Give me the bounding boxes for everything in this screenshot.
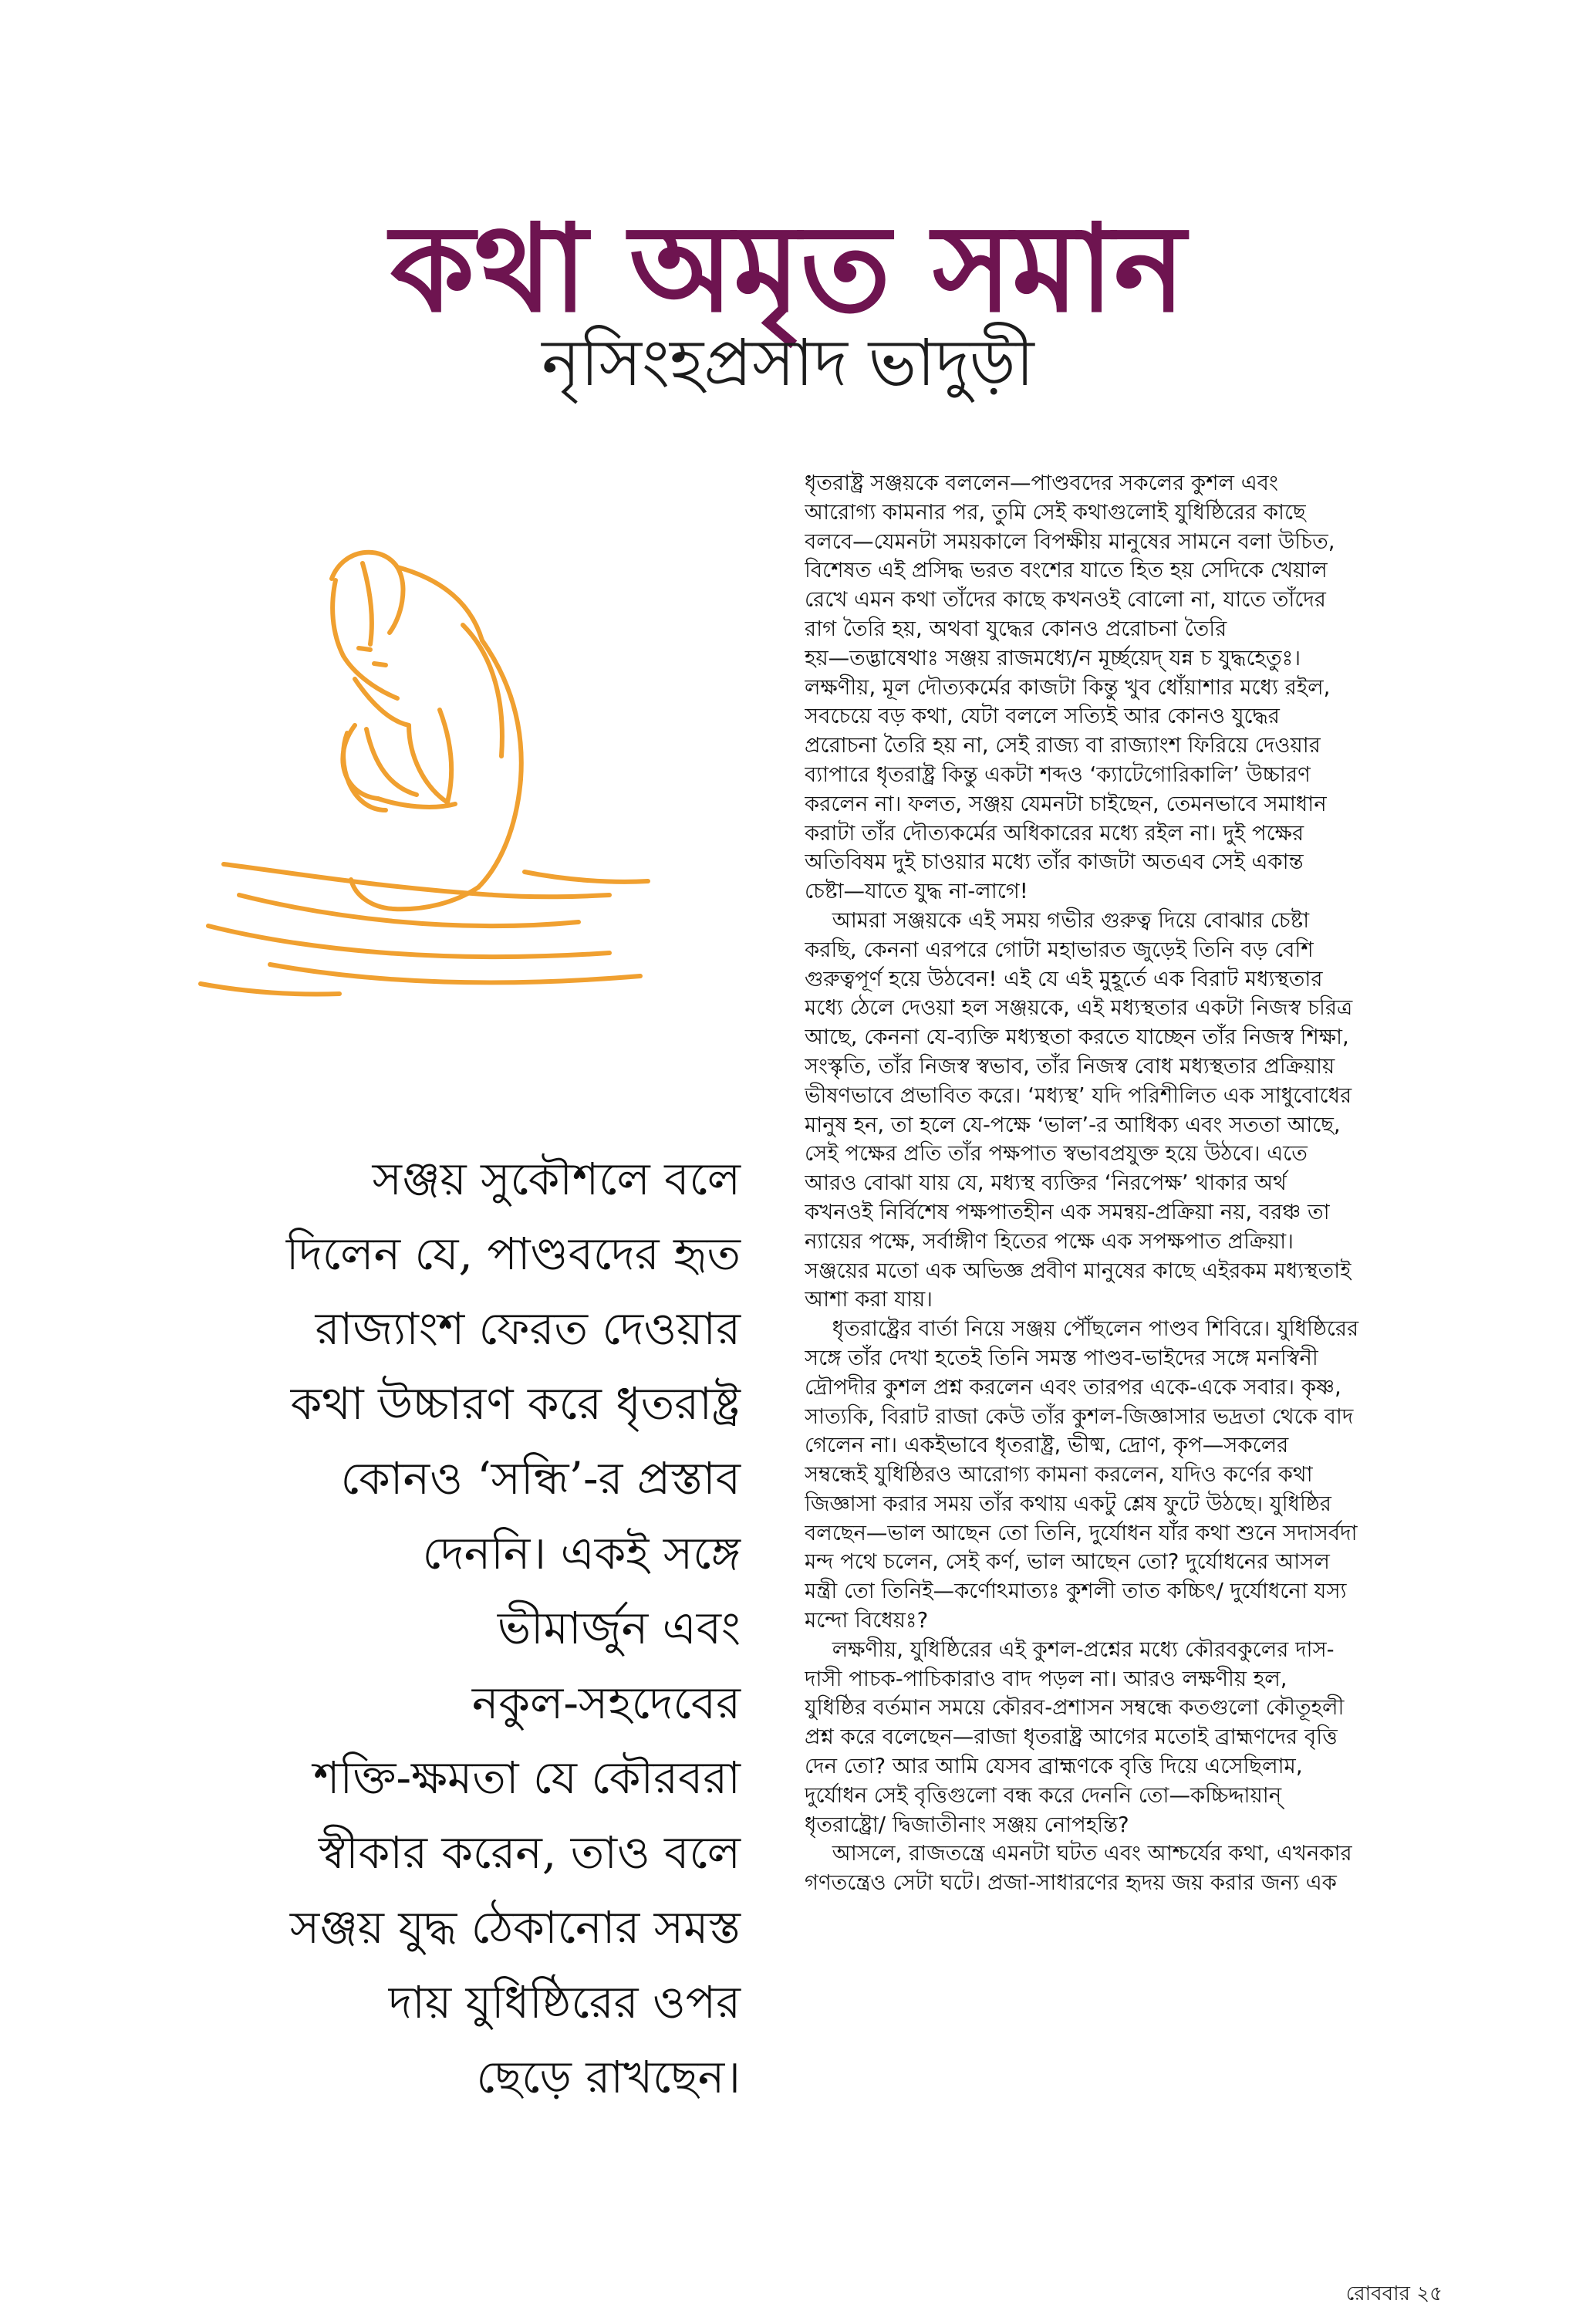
pull-quote-line: শক্তি-ক্ষমতা যে কৌরবরা <box>313 1751 741 1804</box>
body-line: অতিবিষম দুই চাওয়ার মধ্যে তাঁর কাজটা অতএব সেই একান্ত <box>805 850 1304 875</box>
body-line: দ্রৌপদীর কুশল প্রশ্ন করলেন এবং তারপর একে-একে সবার। কৃষ্ণ, <box>805 1374 1341 1400</box>
body-line: ধৃতরাষ্ট্র সঞ্জয়কে বললেন—পাণ্ডবদের সকলের কুশল এবং <box>805 471 1278 495</box>
body-line: ন্যায়ের পক্ষে, সর্বাঙ্গীণ হিতের পক্ষে এক সপক্ষপাত প্রক্রিয়া। <box>805 1228 1294 1254</box>
body-line: প্রশ্ন করে বলেছেন—রাজা ধৃতরাষ্ট্র আগের মতোই ব্রাহ্মণদের বৃত্তি <box>805 1724 1338 1750</box>
body-line: বিশেষত এই প্রসিদ্ধ ভরত বংশের যাতে হিত হয় সেদিকে খেয়াল <box>805 558 1328 583</box>
body-line: আমরা সঞ্জয়কে এই সময় গভীর গুরুত্ব দিয়ে বোঝার চেষ্টা <box>832 907 1310 933</box>
pull-quote-line: রাজ্যাংশ ফেরত দেওয়ার <box>315 1302 741 1355</box>
body-line: ধৃতরাষ্ট্রো/ দ্বিজাতীনাং সঞ্জয় নোপহন্তি? <box>805 1812 1129 1837</box>
body-line: করাটা তাঁর দৌত্যকর্মের অধিকারের মধ্যে রইল না। দুই পক্ষের <box>805 820 1304 846</box>
body-line: মন্দ পথে চলেন, সেই কর্ণ, ভাল আছেন তো? দুর্যোধনের আসল <box>805 1549 1330 1575</box>
body-line: ভীষণভাবে প্রভাবিত করে। ‘মধ্যস্থ’ যদি পরিশীলিত এক সাধুবোধের <box>805 1083 1352 1108</box>
pull-quote-line: দিলেন যে, পাণ্ডবদের হৃত <box>285 1228 741 1280</box>
body-line: আরোগ্য কামনার পর, তুমি সেই কথাগুলোই যুধিষ্ঠিরের কাছে <box>805 499 1306 525</box>
body-line: লক্ষণীয়, যুধিষ্ঠিরের এই কুশল-প্রশ্নের মধ্যে কৌরবকুলের দাস- <box>832 1637 1335 1662</box>
pull-quote-line: নকুল-সহদেবের <box>471 1677 741 1729</box>
body-line: ধৃতরাষ্ট্রের বার্তা নিয়ে সঞ্জয় পৌঁছলেন পাণ্ডব শিবিরে। যুধিষ্ঠিরের <box>832 1316 1359 1342</box>
body-line: সম্বন্ধেই যুধিষ্ঠিরও আরোগ্য কামনা করলেন, যদিও কর্ণের কথা <box>805 1462 1313 1488</box>
body-line: ব্যাপারে ধৃতরাষ্ট্র কিন্তু একটা শব্দও ‘ক্যাটেগোরিকালি’ উচ্চারণ <box>805 762 1311 787</box>
body-line: সঞ্জয়ের মতো এক অভিজ্ঞ প্রবীণ মানুষের কাছে এইরকম মধ্যস্থতাই <box>805 1258 1352 1283</box>
body-line: সেই পক্ষের প্রতি তাঁর পক্ষপাত স্বভাবপ্রযুক্ত হয়ে উঠবে। এতে <box>805 1141 1308 1167</box>
body-line: আসলে, রাজতন্ত্রে এমনটা ঘটত এবং আশ্চর্যের কথা, এখনকার <box>832 1841 1352 1866</box>
body-line: মন্দো বিধেয়ঃ? <box>805 1608 929 1633</box>
body-line: বলছেন—ভাল আছেন তো তিনি, দুর্যোধন যাঁর কথা শুনে সদাসর্বদা <box>805 1520 1358 1545</box>
pull-quote-line: স্বীকার করেন, তাও বলে <box>318 1826 741 1879</box>
body-line: জিজ্ঞাসা করার সময় তাঁর কথায় একটু শ্লেষ ফুটে উঠছে। যুধিষ্ঠির <box>805 1491 1331 1516</box>
article-body <box>805 469 1445 1898</box>
body-line: সবচেয়ে বড় কথা, যেটা বললে সত্যিই আর কোনও যুদ্ধের <box>805 704 1280 729</box>
pull-quote-line: কথা উচ্চারণ করে ধৃতরাষ্ট্র <box>290 1377 741 1430</box>
body-line: প্ররোচনা তৈরি হয় না, সেই রাজ্য বা রাজ্যাংশ ফিরিয়ে দেওয়ার <box>805 733 1321 758</box>
body-line: চেষ্টা—যাতে যুদ্ধ না-লাগে! <box>805 879 1028 904</box>
body-line: মন্ত্রী তো তিনিই—কর্ণোঽমাত্যঃ কুশলী তাত কচ্চিৎ/ দুর্যোধনো যস্য <box>805 1579 1347 1604</box>
body-line: দেন তো? আর আমি যেসব ব্রাহ্মণকে বৃত্তি দিয়ে এসেছিলাম, <box>805 1754 1303 1779</box>
body-line: গুরুত্বপূর্ণ হয়ে উঠবেন! এই যে এই মুহূর্তে এক বিরাট মধ্যস্থতার <box>805 966 1323 991</box>
body-line: দাসী পাচক-পাচিকারাও বাদ পড়ল না। আরও লক্ষণীয় হল, <box>805 1666 1287 1691</box>
pull-quote-line: দায় যুধিষ্ঠিরের ওপর <box>388 1976 741 2028</box>
body-line: সংস্কৃতি, তাঁর নিজস্ব স্বভাব, তাঁর নিজস্ব বোধ মধ্যস্থতার প্রক্রিয়ায় <box>805 1053 1335 1079</box>
page-footer: রোববার ২৫ <box>1345 2282 1443 2305</box>
body-line: মধ্যে ঠেলে দেওয়া হল সঞ্জয়কে, এই মধ্যস্থতার একটা নিজস্ব চরিত্র <box>805 995 1353 1021</box>
pull-quote-line: দেননি। একই সঙ্গে <box>422 1527 741 1579</box>
body-line: আছে, কেননা যে-ব্যক্তি মধ্যস্থতা করতে যাচ্ছেন তাঁর নিজস্ব শিক্ষা, <box>805 1025 1349 1050</box>
body-line: করলেন না। ফলত, সঞ্জয় যেমনটা চাইছেন, তেমনভাবে সমাধান <box>805 791 1327 816</box>
body-line: রাগ তৈরি হয়, অথবা যুদ্ধের কোনও প্ররোচনা তৈরি <box>805 616 1227 641</box>
body-line: আরও বোঝা যায় যে, মধ্যস্থ ব্যক্তির ‘নিরপেক্ষ’ থাকার অর্থ <box>805 1170 1287 1196</box>
article-title: কথা অমৃত সমান <box>390 198 1186 339</box>
body-line: গেলেন না। একইভাবে ধৃতরাষ্ট্র, ভীষ্ম, দ্রোণ, কৃপ—সকলের <box>805 1433 1289 1458</box>
pull-quote-line: সঞ্জয় সুকৌশলে বলে <box>372 1153 741 1205</box>
body-line: হয়—তদ্ভাষেথাঃ সঞ্জয় রাজমধ্যে/ন মূর্চ্ছয়েদ্‌ যন্ন চ যুদ্ধহেতুঃ। <box>805 645 1301 671</box>
body-line: যুধিষ্ঠির বর্তমান সময়ে কৌরব-প্রশাসন সম্বন্ধে কতগুলো কৌতূহলী <box>805 1695 1345 1721</box>
body-line: সঙ্গে তাঁর দেখা হতেই তিনি সমস্ত পাণ্ডব-ভাইদের সঙ্গে মনস্বিনী <box>805 1345 1318 1370</box>
body-line: রেখে এমন কথা তাঁদের কাছে কখনওই বোলো না, যাতে তাঁদের <box>805 587 1326 613</box>
body-line: গণতন্ত্রেও সেটা ঘটে। প্রজা-সাধারণের হৃদয় জয় করার জন্য এক <box>805 1870 1337 1896</box>
pull-quote-line: ভীমার্জুন এবং <box>497 1602 741 1654</box>
body-line: সাত্যকি, বিরাট রাজা কেউ তাঁর কুশল-জিজ্ঞাসার ভদ্রতা থেকে বাদ <box>805 1404 1354 1429</box>
body-line: লক্ষণীয়, মূল দৌত্যকর্মের কাজটা কিন্তু খুব ধোঁয়াশার মধ্যে রইল, <box>805 674 1331 700</box>
body-line: আশা করা যায়। <box>805 1287 933 1312</box>
pull-quote-line: সঞ্জয় যুদ্ধ ঠেকানোর সমস্ত <box>289 1901 741 1954</box>
praying-sage-illustration <box>177 532 679 1003</box>
body-line: বলবে—যেমনটা সময়কালে বিপক্ষীয় মানুষের সামনে বলা উচিত, <box>805 529 1335 554</box>
pull-quote-line: ছেড়ে রাখছেন। <box>476 2051 741 2103</box>
author-byline: নৃসিংহপ্রসাদ ভাদুড়ী <box>542 325 1034 400</box>
body-line: মানুষ হন, তা হলে যে-পক্ষে ‘ভাল’-র আধিক্য এবং সততা আছে, <box>805 1112 1341 1137</box>
pull-quote <box>131 1142 741 2115</box>
pull-quote-line: কোনও ‘সন্ধি’-র প্রস্তাব <box>340 1452 741 1505</box>
body-line: করছি, কেননা এরপরে গোটা মহাভারত জুড়েই তিনি বড় বেশি <box>805 937 1314 962</box>
body-line: কখনওই নির্বিশেষ পক্ষপাতহীন এক সমন্বয়-প্রক্রিয়া নয়, বরঞ্চ তা <box>805 1199 1330 1224</box>
body-line: দুর্যোধন সেই বৃত্তিগুলো বন্ধ করে দেননি তো—কচ্চিদ্দায়ান্‌ <box>805 1782 1282 1808</box>
